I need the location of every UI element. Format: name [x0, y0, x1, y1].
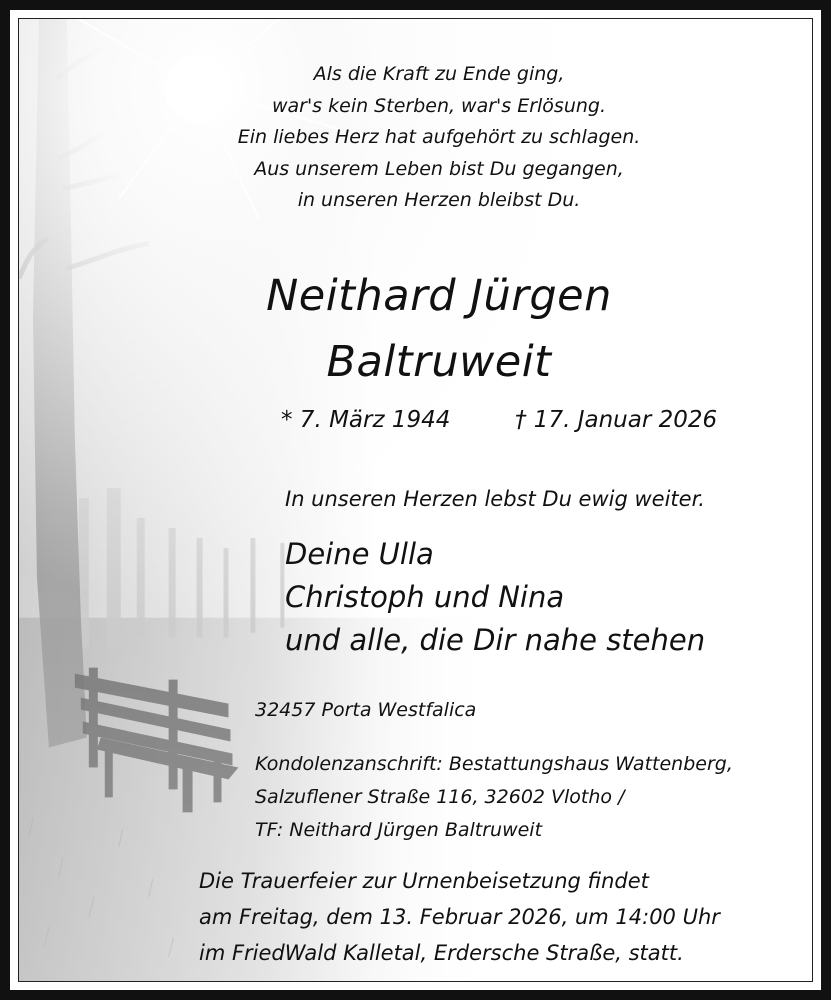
obituary-panel — [18, 18, 813, 982]
mourner-line: Christoph und Nina — [285, 580, 565, 614]
condolence-address-line: Kondolenzanschrift: Bestattungshaus Wattenberg, — [255, 753, 733, 775]
location: 32457 Porta Westfalica — [255, 699, 477, 721]
condolence-address-line: TF: Neithard Jürgen Baltruweit — [255, 819, 543, 841]
poem-line: war's kein Sterben, war's Erlösung. — [271, 94, 607, 117]
funeral-info-line: am Freitag, dem 13. Februar 2026, um 14:00 Uhr — [199, 905, 720, 929]
birth-date: * 7. März 1944 — [281, 407, 451, 433]
poem-line: in unseren Herzen bleibst Du. — [297, 189, 581, 211]
mourner-line: und alle, die Dir nahe stehen — [285, 623, 706, 657]
mourner-line: Deine Ulla — [285, 537, 434, 571]
poem-line: Aus unserem Leben bist Du gegangen, — [254, 157, 624, 180]
death-date: † 17. Januar 2026 — [515, 407, 718, 433]
condolence-address-line: Salzuflener Straße 116, 32602 Vlotho / — [255, 786, 625, 808]
poem-line: Als die Kraft zu Ende ging, — [313, 63, 565, 85]
tribute-line: In unseren Herzen lebst Du ewig weiter. — [285, 487, 705, 511]
poem — [179, 59, 699, 217]
poem-line: Ein liebes Herz hat aufgehört zu schlagen. — [237, 126, 641, 148]
deceased-surname: Baltruweit — [326, 337, 552, 387]
deceased-first-names: Neithard Jürgen — [266, 271, 612, 321]
funeral-info-line: Die Trauerfeier zur Urnenbeisetzung findet — [199, 869, 649, 893]
funeral-info-line: im FriedWald Kalletal, Erdersche Straße, statt. — [199, 941, 684, 965]
